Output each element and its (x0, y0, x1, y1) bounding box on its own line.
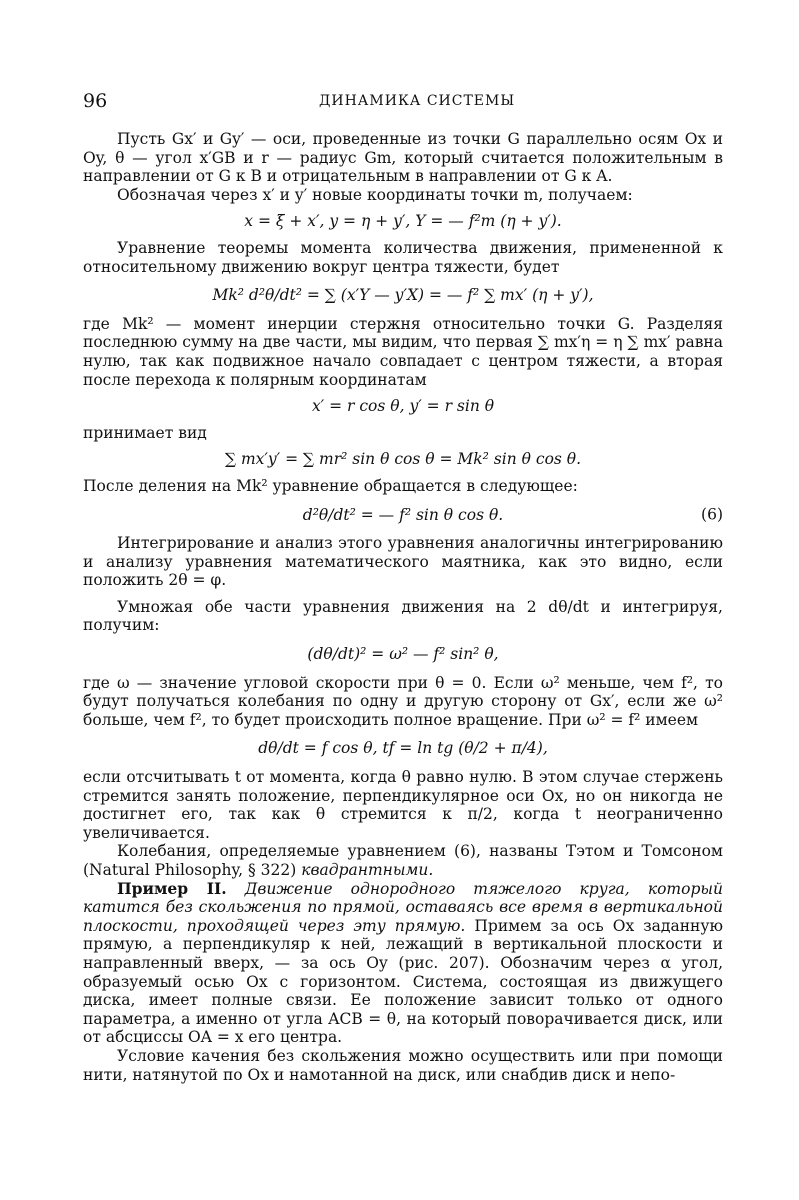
equation-sum-product: ∑ mx′y′ = ∑ mr² sin θ cos θ = Mk² sin θ cos θ. (224, 450, 582, 469)
paragraph-pendulum-analogy: Интегрирование и анализ этого уравнения аналогичны интегрированию и анализу уравнения математического маятника, как это видно, если положить 2θ = φ. (83, 534, 723, 590)
equation-6-number: (6) (701, 505, 723, 524)
paragraph-after-division: После деления на Mk² уравнение обращается в следующее: (83, 476, 578, 495)
example-label: Пример II. (117, 878, 227, 898)
equation-energy: (dθ/dt)² = ω² — f² sin² θ, (307, 645, 499, 664)
paragraph-multiply: Умножая обе части уравнения движения на 2 dθ/dt и интегрируя, получим: (83, 597, 723, 635)
paragraph-moment-theorem: Уравнение теоремы момента количества движения, примененной к относительному движению вокруг центра тяжести, будет (83, 238, 723, 276)
quadrant-term: квадрантными. (301, 861, 434, 879)
page-body (83, 130, 723, 1084)
paragraph-new-coordinates: Обозначая через x′ и y′ новые координаты точки m, получаем: (117, 185, 633, 204)
page-number: 96 (83, 90, 108, 112)
paragraph-takes-form: принимает вид (83, 423, 207, 442)
running-title: ДИНАМИКА СИСТЕМЫ (319, 93, 516, 109)
equation-moment: Mk² d²θ/dt² = ∑ (x′Y — y′X) = — f² ∑ mx′ (η + y′), (212, 286, 594, 305)
equation-6-body: d²θ/dt² = — f² sin θ cos θ. (302, 505, 504, 524)
equation-limit-motion: dθ/dt = f cos θ, tf = ln tg (θ/2 + π/4), (258, 739, 548, 758)
example-title: Движение однородного тяжелого круга, который катится без скольжения по прямой, оставаясь все время в вертикальной плоскости, проходящей через эту прямую. (83, 879, 723, 935)
equation-polar: x′ = r cos θ, y′ = r sin θ (311, 397, 495, 416)
equation-coordinates: x = ξ + x′, y = η + y′, Y = — f²m (η + y′). (244, 212, 562, 231)
paragraph-sum-split: где Mk² — момент инерции стержня относительно точки G. Разделяя последнюю сумму на две части, мы видим, что первая ∑ mx′η = η ∑ mx′ равна нулю, так как подвижное начало совпадает с центром тяжести, а вторая после перехода к полярным координатам (83, 314, 723, 389)
paragraph-quadrant-oscillations (83, 842, 723, 879)
paragraph-rolling-condition: Условие качения без скольжения можно осуществить или при помощи нити, натянутой по Ox и намотанной на диск, или снабдив диск и непо- (83, 1046, 723, 1084)
equation-6 (83, 506, 723, 525)
paragraph-asymptote: если отсчитывать t от момента, когда θ равно нулю. В этом случае стержень стремится занять положение, перпендикулярное оси Ox, но он никогда не достигнет его, так как θ стремится к π/2, когда t неограниченно увеличивается. (83, 768, 723, 842)
example-text: Примем за ось Ox заданную прямую, а перпендикуляр к ней, лежащий в вертикальной плоскости и направленный вверх, — за ось Oy (рис. 207). Обозначим через α угол, образуемый осью Ox с горизонтом. Система, состоящая из движущего диска, имеет полные связи. Ее положение зависит только от одного параметра, а именно от угла ACB = θ, на который поворачивается диск, или от абсциссы OA = x его центра. (83, 916, 723, 1047)
paragraph-example-2 (83, 880, 723, 1047)
quadrant-text: Колебания, определяемые уравнением (6), названы Тэтом и Томсоном (Natural Philosophy, § 322) (83, 842, 723, 879)
paragraph-angular-velocity: где ω — значение угловой скорости при θ = 0. Если ω² меньше, чем f², то будут получаться колебания по одну и другую сторону от Gx′, если же ω² больше, чем f², то будет происходить полное вращение. При ω² = f² имеем (83, 673, 723, 729)
paragraph-axes-definition: Пусть Gx′ и Gy′ — оси, проведенные из точки G параллельно осям Ox и Oy, θ — угол x′GB и r — радиус Gm, который считается положительным в направлении от G к B и отрицательным в направлении от G к A. (83, 130, 723, 186)
page-header (83, 90, 723, 114)
